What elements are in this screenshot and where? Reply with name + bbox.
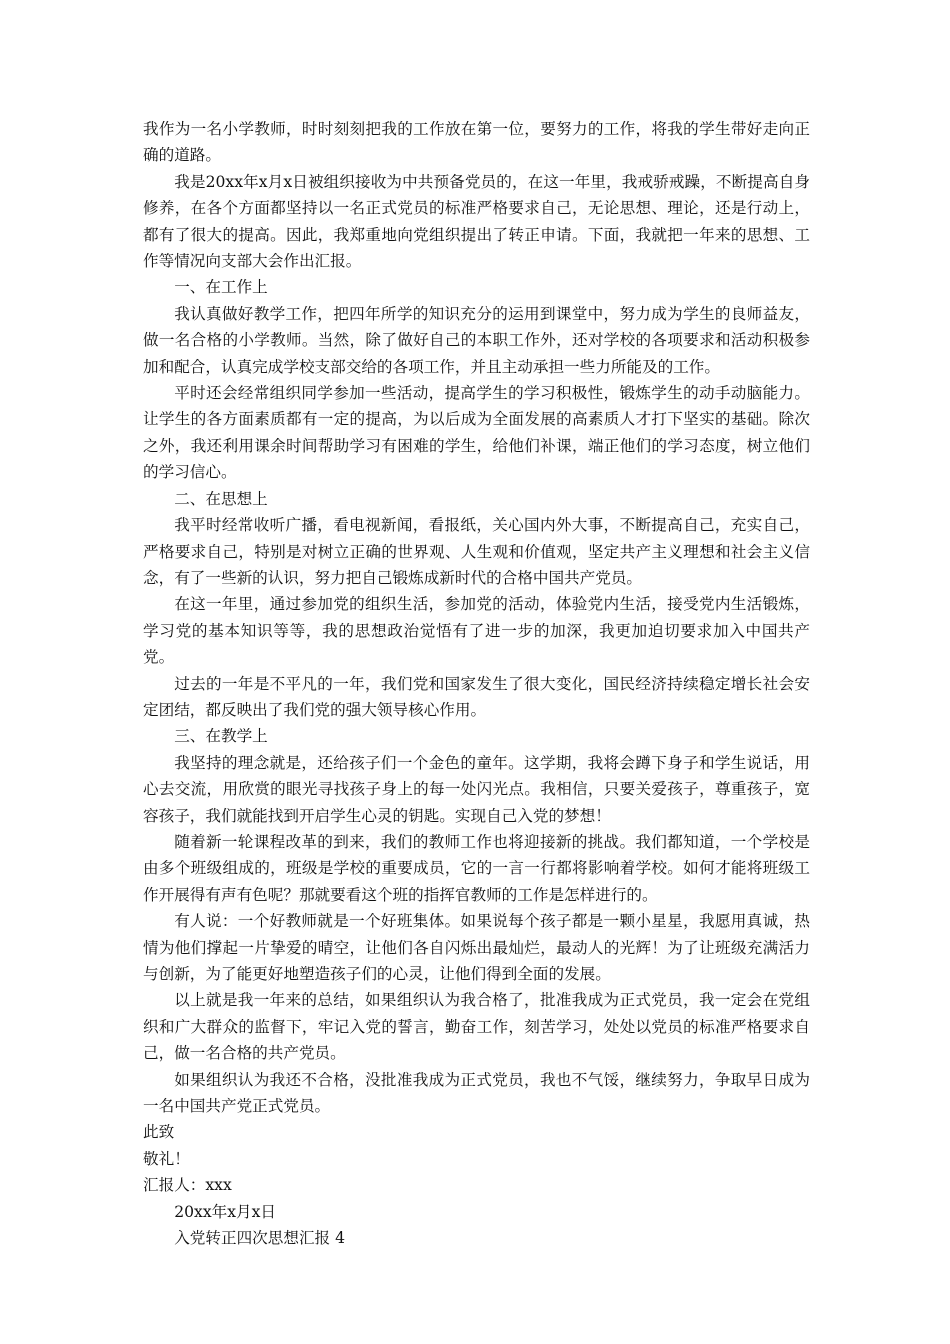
reporter-signature: 汇报人：xxx (143, 1176, 232, 1195)
opening-paragraph: 我是20xx年x月x日被组织接收为中共预备党员的，在这一年里，我戒骄戒躁，不断提高自身修养，在各个方面都坚持以一名正式党员的标准严格要求自己，无论思想、理论，还是行动上，都有了很大的提高。因此，我郑重地向党组织提出了转正申请。下面，我就把一年来的思想、工作等情况向支部大会作出汇报。 (143, 172, 810, 271)
teaching-paragraph-5: 如果组织认为我还不合格，没批准我成为正式党员，我也不气馁，继续努力，争取早日成为一名中国共产党正式党员。 (143, 1070, 810, 1116)
thought-paragraph-1: 我平时经常收听广播，看电视新闻，看报纸，关心国内外大事，不断提高自己，充实自己，严格要求自己，特别是对树立正确的世界观、人生观和价值观，坚定共产主义理想和社会主义信念，有了一些新的认识，努力把自己锻炼成新时代的合格中国共产党员。 (143, 516, 810, 587)
teaching-paragraph-2: 随着新一轮课程改革的到来，我们的教师工作也将迎接新的挑战。我们都知道，一个学校是由多个班级组成的，班级是学校的重要成员，它的一言一行都将影响着学校。如何才能将班级工作开展得有声有色呢？那就要看这个班的指挥官教师的工作是怎样进行的。 (143, 832, 810, 904)
report-date: 20xx年x月x日 (174, 1202, 276, 1221)
thought-paragraph-3: 过去的一年是不平凡的一年，我们党和国家发生了很大变化，国民经济持续稳定增长社会安定团结，都反映出了我们党的强大领导核心作用。 (143, 674, 810, 719)
closing-salutation: 此致 (143, 1123, 175, 1142)
next-report-title: 入党转正四次思想汇报 4 (174, 1229, 346, 1248)
section-heading-work: 一、在工作上 (174, 278, 268, 297)
section-heading-teaching: 三、在教学上 (174, 727, 268, 746)
work-paragraph-1: 我认真做好教学工作，把四年所学的知识充分的运用到课堂中，努力成为学生的良师益友，做一名合格的小学教师。当然，除了做好自己的本职工作外，还对学校的各项要求和活动积极参加和配合，认真完成学校支部交给的各项工作，并且主动承担一些力所能及的工作。 (143, 304, 810, 376)
section-heading-thought: 二、在思想上 (174, 489, 268, 508)
teaching-paragraph-3: 有人说：一个好教师就是一个好班集体。如果说每个孩子都是一颗小星星，我愿用真诚，热情为他们撑起一片挚爱的晴空，让他们各自闪烁出最灿烂，最动人的光辉！为了让班级充满活力与创新，为了能更好地塑造孩子们的心灵，让他们得到全面的发展。 (143, 912, 810, 983)
document-page (143, 116, 810, 1251)
teaching-paragraph-4: 以上就是我一年来的总结，如果组织认为我合格了，批准我成为正式党员，我一定会在党组织和广大群众的监督下，牢记入党的誓言，勤奋工作，刻苦学习，处处以党员的标准严格要求自己，做一名合格的共产党员。 (143, 991, 810, 1063)
intro-continuation: 我作为一名小学教师，时时刻刻把我的工作放在第一位，要努力的工作，将我的学生带好走向正确的道路。 (143, 120, 810, 165)
work-paragraph-2: 平时还会经常组织同学参加一些活动，提高学生的学习积极性，锻炼学生的动手动脑能力。让学生的各方面素质都有一定的提高，为以后成为全面发展的高素质人才打下坚实的基础。除次之外，我还利用课余时间帮助学习有困难的学生，给他们补课，端正他们的学习态度，树立他们的学习信心。 (143, 384, 810, 482)
thought-paragraph-2: 在这一年里，通过参加党的组织生活，参加党的活动，体验党内生活，接受党内生活锻炼，学习党的基本知识等等，我的思想政治觉悟有了进一步的加深，我更加迫切要求加入中国共产党。 (143, 595, 810, 667)
teaching-paragraph-1: 我坚持的理念就是，还给孩子们一个金色的童年。这学期，我将会蹲下身子和学生说话，用心去交流，用欣赏的眼光寻找孩子身上的每一处闪光点。我相信，只要关爱孩子，尊重孩子，宽容孩子，我们就能找到开启学生心灵的钥匙。实现自己入党的梦想！ (143, 753, 810, 825)
closing-respect: 敬礼！ (143, 1149, 190, 1168)
